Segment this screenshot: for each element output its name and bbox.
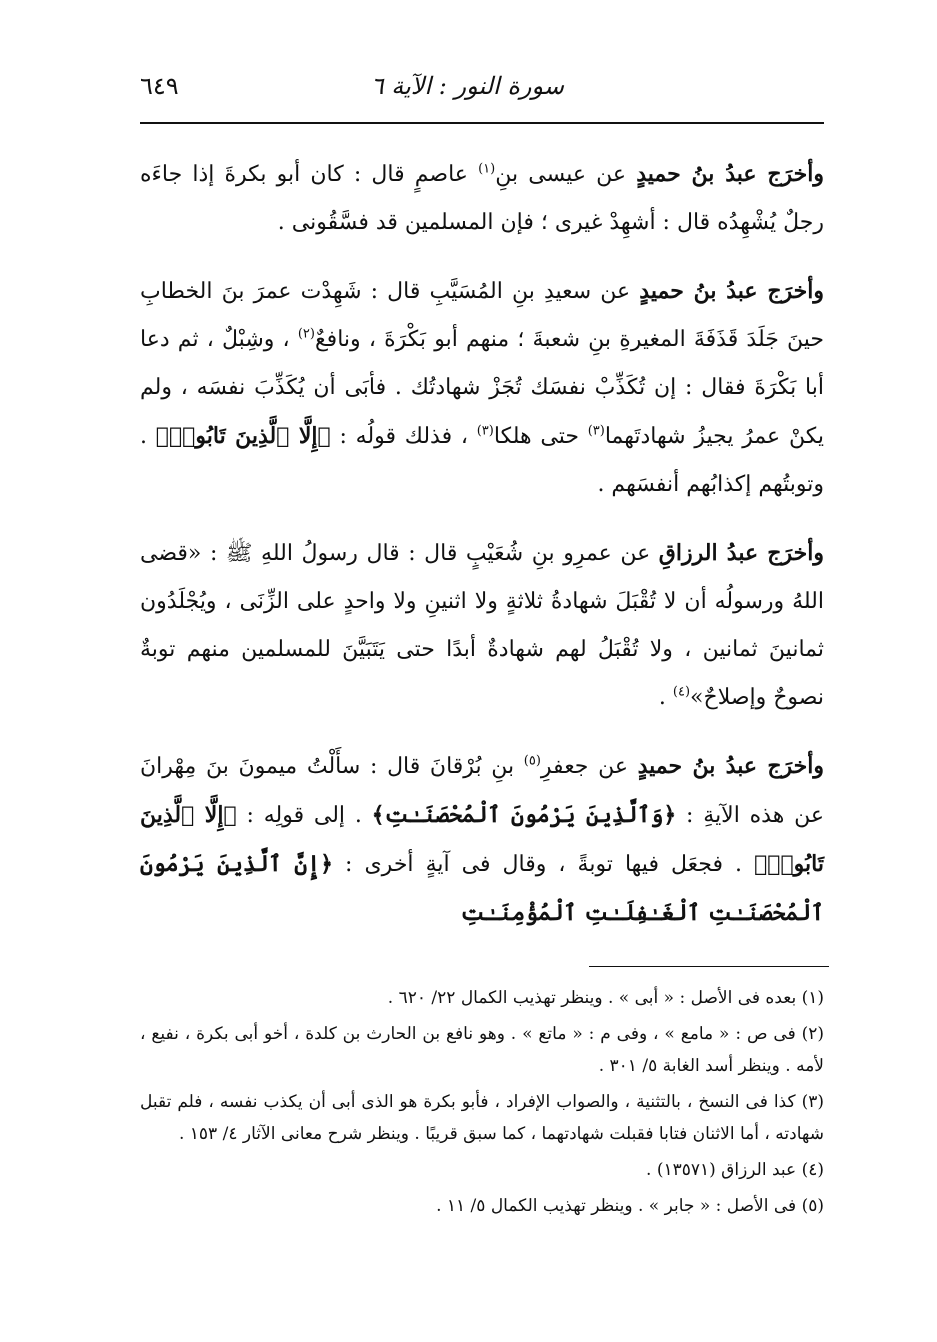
footnote-4: (٤) عبد الرزاق (١٣٥٧١) .	[646, 1160, 824, 1180]
paragraph-text: عن عمرِو بنِ شُعَيْبٍ قال : قال رسولُ اللهِ ﷺ : «قضى اللهُ ورسولُه أن لا تُقْبَلَ شهادةُ ثلاثةٍ ولا اثنينِ ولا واحدٍ على الزِّنَى ، ويُجْلَدُون ثمانينَ ثمانين ، ولا تُقْبَلُ لهم شهادةٌ أبدًا حتى يَتَبَيَّنَ للمسلمين منهم توبةٌ نصوحٌ وإصلاحٌ»	[140, 541, 824, 710]
paragraph-text: حتى هلكا	[493, 424, 588, 449]
paragraph-text: عن عيسى بنِ	[495, 162, 637, 187]
footnote-2: (٢) فى ص : « مامع » ، وفى م : « ماتع » . وهو نافع بن الحارث بن كلدة ، أخو أبى بكرة ، نفيع ، لأمه . وينظر أسد الغابة ٥/ ٣٠١ .	[140, 1024, 824, 1076]
footnote-ref: (٣)	[476, 423, 494, 439]
footnote-ref: (٥)	[523, 753, 541, 769]
quran-quote: ﴿إِنَّ ٱلَّذِينَ يَرْمُونَ ٱلْمُحْصَنَـٰتِ ٱلْغَـٰفِلَـٰتِ ٱلْمُؤْمِنَـٰتِ	[140, 851, 824, 926]
quran-quote: ﴿إِلَّا ٱلَّذِينَ تَابُوا۟﴾	[155, 423, 331, 449]
footnote-rule	[589, 966, 829, 967]
narration-lead: وأخرَج عبدُ الرزاقِ	[658, 540, 824, 566]
paragraph-text: بنِ بُرْقانَ قال : سأَلْتُ ميمونَ بنَ مِهْرانَ عن هذه الآيةِ :	[140, 754, 825, 828]
quran-quote: ﴿إِلَّا ٱلَّذِينَ تَابُوا۟﴾	[140, 802, 824, 877]
paragraph-text: عاصمٍ قال : كان أبو بكرةَ إذا جاءَه رجلٌ يُشْهِدُه قال : أشهِدْ غيرى ؛ فإن المسلمين قد فسَّقُونى .	[140, 162, 824, 235]
page-header	[140, 68, 824, 108]
paragraph-1	[140, 150, 824, 247]
footnote-5: (٥) فى الأصل : « جابر » . وينظر تهذيب الكمال ٥/ ١١ .	[436, 1196, 824, 1216]
narration-lead: وأخرَج عبدُ بنُ حميدٍ	[639, 278, 824, 304]
footnote-1: (١) بعده فى الأصل : « أبى » . وينظر تهذيب الكمال ٢٢/ ٦٢٠ .	[387, 988, 824, 1008]
paragraph-text: ، فذلك قولُه :	[330, 424, 477, 449]
paragraph-3	[140, 529, 824, 722]
header-rule	[140, 122, 824, 124]
paragraph-text: . وتوبتُهم إكذابُهم أنفسَهم .	[140, 424, 824, 497]
paragraph-text: . فجعَل فيها توبةً ، وقال فى آيةٍ أخرى :	[332, 852, 755, 877]
page-number: ٦٤٩	[140, 72, 179, 100]
paragraph-2	[140, 267, 824, 509]
paragraph-text: ، وشِبْلٌ ، ثم دعا أبا بَكْرَةَ فقال : إن تُكَذِّبْ نفسَك تُجَزْ شهادتُك . فأبَى أن يُكَذِّبَ نفسَه ، ولم يكنْ عمرُ يجيزُ شهادتَهما	[140, 327, 824, 449]
main-text	[140, 150, 824, 958]
footnotes	[140, 982, 824, 1226]
narration-lead: وأخرَج عبدُ بنُ حميدٍ	[637, 753, 824, 779]
paragraph-text: .	[658, 685, 673, 710]
quran-quote: ﴿وَٱلَّذِينَ يَرْمُونَ ٱلْمُحْصَنَـٰتِ﴾	[371, 802, 677, 828]
paragraph-text: . إلى قولِه :	[236, 803, 372, 828]
footnote-ref: (٣)	[587, 423, 605, 439]
footnote-ref: (٤)	[672, 684, 691, 700]
paragraph-text: عن جعفرِ	[540, 754, 638, 779]
narration-lead: وأخرَج عبدُ بنُ حميدٍ	[636, 161, 825, 187]
footnote-3: (٣) كذا فى النسخ ، بالتثنية ، والصواب الإفراد ، فأبو بكرة هو الذى أبى أن يكذب نفسه ، فلم تقبل شهادته ، أما الاثنان فتابا فقبلت شهادتهما ، كما سبق قريبًا . وينظر شرح معانى الآثار ٤/ ١٥٣ .	[140, 1092, 824, 1144]
paragraph-text: عن سعيدِ بنِ المُسَيَّبِ قال : شَهِدْت عمرَ بنَ الخطابِ حينَ جَلَدَ قَذَفَةَ المغيرةِ بنِ شعبةَ ؛ منهم أبو بَكْرَةَ ، ونافعٌ	[140, 279, 824, 352]
footnote-ref: (١)	[478, 161, 496, 177]
footnote-ref: (٢)	[297, 326, 315, 342]
running-title: سورة النور : الآية ٦	[370, 72, 564, 100]
paragraph-4	[140, 742, 824, 938]
